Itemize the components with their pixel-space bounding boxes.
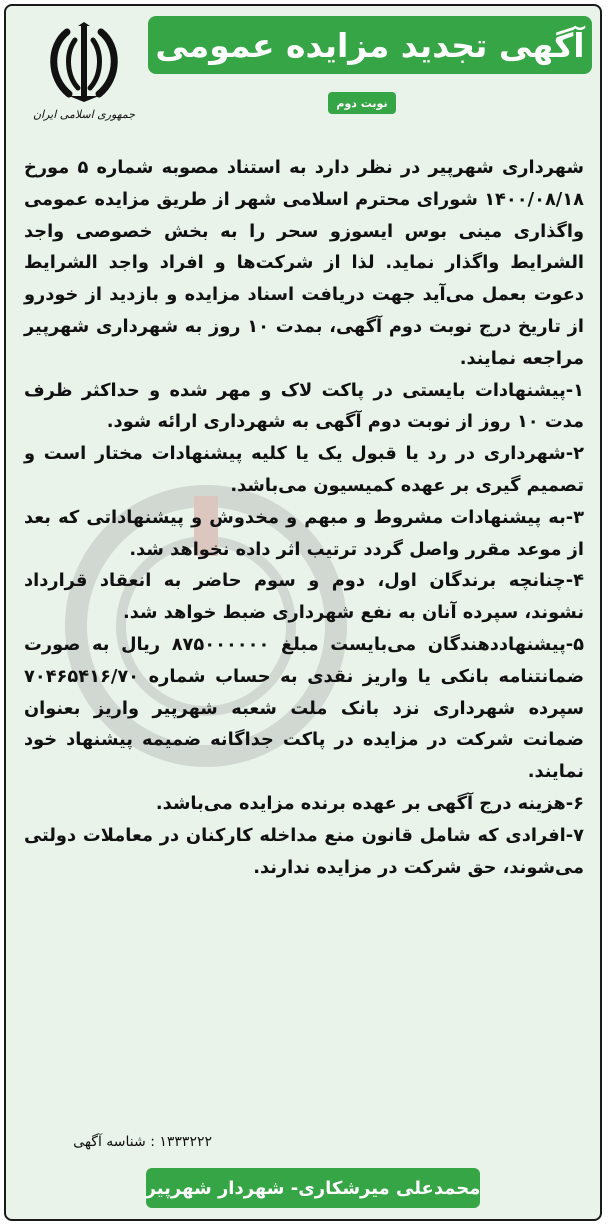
- notice-body: [24, 152, 584, 883]
- round-badge: نوبت دوم: [328, 92, 396, 114]
- condition-item-6: ۶-هزینه درج آگهی بر عهده برنده مزایده می‌باشد.: [155, 792, 584, 814]
- ad-id: ۱۳۳۳۲۲۲ : شناسه آگهی: [73, 1134, 212, 1150]
- condition-item-2: ۲-شهرداری در رد یا قبول یک یا کلیه پیشنهادات مختار است و تصمیم گیری بر عهده کمیسیون می‌باشد.: [24, 443, 584, 496]
- title-banner: [148, 16, 592, 74]
- emblem-caption: جمهوری اسلامی ایران: [32, 108, 136, 121]
- condition-item-1: ۱-پیشنهادات بایستی در پاکت لاک و مهر شده و حداکثر ظرف مدت ۱۰ روز از نوبت دوم آگهی به شهرداری ارائه شود.: [24, 379, 584, 433]
- condition-item-4: ۴-چنانچه برندگان اول، دوم و سوم حاضر به انعقاد قرارداد نشوند، سپرده آنان به نفع شهرداری ضبط خواهد شد.: [24, 570, 584, 624]
- condition-item-5: ۵-پیشنهاددهندگان می‌بایست مبلغ ۸۷۵۰۰۰۰۰۰ ریال به صورت ضمانتنامه بانکی یا واریز نقدی به حساب شماره ۷۰۴۶۵۴۱۶/۷۰ سپرده شهرداری نزد بانک ملت شعبه شهرپیر واریز بعنوان ضمانت شرکت در مزایده در پاکت جداگانه ضمیمه پیشنهاد خود نمایند.: [24, 633, 585, 783]
- signature-text: محمدعلی میرشکاری- شهردار شهرپیر: [145, 1177, 481, 1199]
- notice-card: [4, 4, 602, 1221]
- iran-emblem: [24, 22, 144, 142]
- condition-item-3: ۳-به پیشنهادات مشروط و مبهم و مخدوش و پیشنهاداتی که بعد از موعد مقرر واصل گردد ترتیب اثر داده نخواهد شد.: [24, 506, 584, 560]
- intro-paragraph: شهرداری شهرپیر در نظر دارد به استناد مصوبه شماره ۵ مورخ ۱۴۰۰/۰۸/۱۸ شورای محترم اسلامی شهر از طریق مزایده عمومی واگذاری مینی بوس ایسوزو سحر را به بخش خصوصی واجد الشرایط واگذار نماید. لذا از شرکت‌ها و افراد واجد الشرایط دعوت بعمل می‌آید جهت دریافت اسناد مزایده و بازدید از خودرو از تاریخ درج نوبت دوم آگهی، بمدت ۱۰ روز به شهرداری شهرپیر مراجعه نمایند.: [24, 157, 584, 369]
- notice-title: آگهی تجدید مزایده عمومی: [155, 25, 585, 65]
- iran-emblem-icon: [45, 22, 123, 104]
- signature-banner: [146, 1168, 480, 1208]
- condition-item-7: ۷-افرادی که شامل قانون منع مداخله کارکنان در معاملات دولتی می‌شوند، حق شرکت در مزایده ندارند.: [24, 824, 584, 878]
